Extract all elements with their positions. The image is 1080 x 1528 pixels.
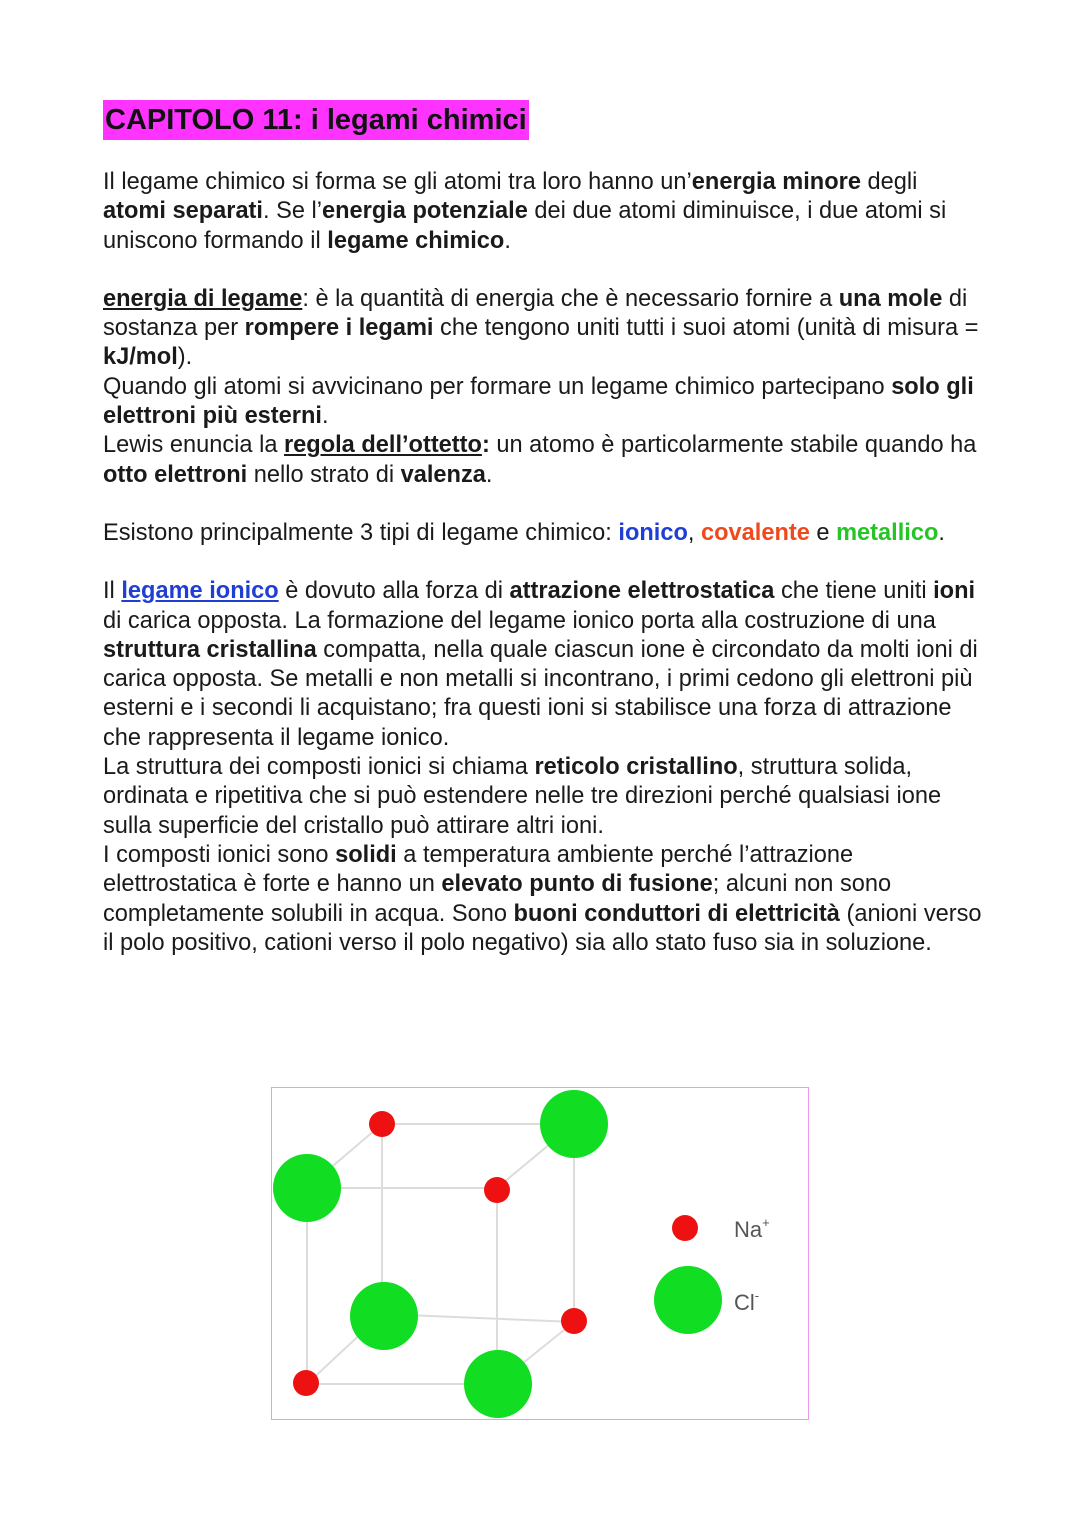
cl-ion (464, 1350, 532, 1418)
bond-type-covalente: covalente (700, 519, 810, 546)
paragraph-ionic-bond: Il legame ionico è dovuto alla forza di attrazione elettrostatica che tiene uniti ioni di carica opposta. La formazione del legame ionico porta alla costruzione di una struttura cristallina compatta, nella quale ciascun ione è circondato da molti ioni di carica opposta. Se metalli e non metalli si incontrano, i primi cedono gli elettroni più esterni e i secondi li acquistano; fra questi ioni si stabilisce una forza di attrazione che rappresenta il legame ionico. (103, 578, 978, 751)
bond-type-metallico: metallico (836, 519, 939, 546)
paragraph-outer-electrons: Quando gli atomi si avvicinano per formare un legame chimico partecipano solo gli elettroni più esterni. (103, 373, 974, 430)
term-energia-di-legame: energia di legame (103, 285, 303, 312)
chapter-title: CAPITOLO 11: i legami chimici (103, 100, 529, 140)
legend-cl-swatch (654, 1266, 722, 1334)
paragraph-bond-energy: energia di legame: è la quantità di energia che è necessario fornire a una mole di sostanza per rompere i legami che tengono uniti tutti i suoi atomi (unità di misura = kJ/mol). (103, 285, 979, 371)
na-ion (369, 1111, 395, 1137)
paragraph-crystal-lattice: La struttura dei composti ionici si chiama reticolo cristallino, struttura solida, ordinata e ripetitiva che si può estendere nelle tre direzioni perché qualsiasi ione sulla superficie del cristallo può attirare altri ioni. (103, 754, 942, 839)
cl-ion (350, 1282, 418, 1350)
cl-ion (540, 1090, 608, 1158)
nacl-crystal-figure (271, 1087, 809, 1420)
lattice-edges (307, 1124, 574, 1384)
legend-na-swatch (672, 1215, 698, 1241)
nacl-lattice-diagram (272, 1088, 808, 1419)
paragraph-ionic-properties: I composti ionici sono solidi a temperatura ambiente perché l’attrazione elettrostatica è forte e hanno un elevato punto di fusione; alcuni non sono completamente solubili in acqua. Sono buoni conduttori di elettricità (anioni verso il polo positivo, cationi verso il polo negativo) sia allo stato fuso sia in soluzione. (103, 841, 982, 956)
paragraph-octet-rule: Lewis enuncia la regola dell’ottetto: un atomo è particolarmente stabile quando ha otto elettroni nello strato di valenza. (103, 432, 977, 488)
document-page (103, 100, 983, 958)
paragraph-bond-types: Esistono principalmente 3 tipi di legame chimico: ionico, covalente e metallico. (103, 519, 945, 546)
na-ion (484, 1177, 510, 1203)
na-ion (293, 1370, 319, 1396)
paragraph-intro: Il legame chimico si forma se gli atomi tra loro hanno un’energia minore degli atomi separati. Se l’energia potenziale dei due atomi diminuisce, i due atomi si uniscono formando il legame chimico. (103, 169, 947, 254)
na-ion (561, 1308, 587, 1334)
cl-ion (273, 1154, 341, 1222)
bond-type-ionico: ionico (618, 519, 688, 546)
term-regola-ottetto: regola dell’ottetto (284, 432, 482, 459)
legend-na-label: Na+ (734, 1215, 770, 1242)
link-legame-ionico[interactable]: legame ionico (121, 578, 279, 605)
legend-cl-label: Cl- (734, 1288, 760, 1315)
